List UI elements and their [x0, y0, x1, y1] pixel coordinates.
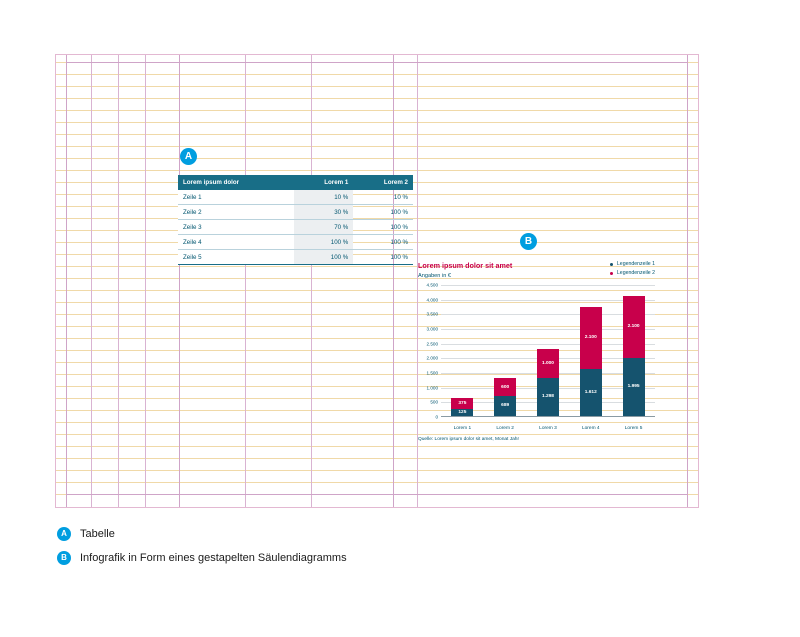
chart-source: Quelle: Lorem ipsum dolor sit amet, Monat Jahr	[418, 437, 520, 442]
table-cell-label: Zeile 4	[178, 235, 294, 250]
table-cell-value: 100 %	[353, 220, 413, 235]
bar-segment-top: 2.100	[623, 296, 645, 358]
caption-text-a: Tabelle	[80, 528, 115, 540]
table-cell-label: Zeile 1	[178, 190, 294, 205]
table-cell-value: 100 %	[294, 235, 354, 250]
y-axis	[418, 282, 440, 420]
x-tick-label: Lorem 4	[581, 426, 600, 431]
legend-item	[610, 270, 655, 276]
legend-dot-icon	[610, 272, 613, 275]
bar-segment-bottom: 1.995	[623, 358, 645, 417]
y-tick-label: 2.000	[426, 355, 438, 361]
y-tick-label: 4.500	[426, 282, 438, 288]
layout-page	[55, 54, 699, 508]
data-table	[178, 175, 413, 265]
x-tick-label: Lorem 2	[496, 426, 514, 431]
y-tick-label: 500	[430, 399, 438, 405]
table-cell-value: 100 %	[294, 250, 354, 265]
table-row	[178, 220, 413, 235]
bar-column	[580, 307, 602, 416]
y-tick-label: 1.500	[426, 370, 438, 376]
chart-legend	[610, 261, 655, 279]
table-cell-value: 70 %	[294, 220, 354, 235]
bar-segment-top: 2.100	[580, 307, 602, 369]
bar-segment-bottom: 125	[451, 409, 473, 417]
caption-badge-a: A	[57, 527, 71, 541]
y-tick-label: 1.000	[426, 385, 438, 391]
table-cell-label: Zeile 5	[178, 250, 294, 265]
table-header-cell-2: Lorem 2	[353, 175, 413, 190]
bar-segment-bottom: 689	[494, 396, 516, 416]
legend-label: Legendenzeile 1	[616, 261, 655, 267]
x-tick-label: Lorem 5	[624, 426, 643, 431]
table-cell-value: 100 %	[353, 250, 413, 265]
table-cell-value: 30 %	[294, 205, 354, 220]
chart-plot-area	[418, 282, 655, 433]
table-row	[178, 205, 413, 220]
chart-subtitle: Angaben in €	[418, 273, 451, 279]
bar-column	[494, 378, 516, 416]
chart-title: Lorem ipsum dolor sit amet	[418, 261, 513, 270]
bar-segment-top: 1.000	[537, 349, 559, 378]
bar-segment-top: 375	[451, 398, 473, 409]
table-row	[178, 250, 413, 265]
caption-badge-b: B	[57, 551, 71, 565]
caption-item-b	[57, 551, 657, 565]
bar-column	[623, 296, 645, 416]
legend-label: Legendenzeile 2	[616, 270, 655, 276]
y-tick-label: 0	[435, 414, 438, 420]
caption-item-a	[57, 527, 657, 541]
chart-block	[418, 261, 655, 442]
caption-list	[57, 527, 657, 575]
caption-text-b: Infografik in Form eines gestapelten Säulendiagramms	[80, 552, 347, 564]
bar-segment-bottom: 1.612	[580, 369, 602, 416]
x-tick-label: Lorem 1	[453, 426, 472, 431]
legend-dot-icon	[610, 263, 613, 266]
table-cell-value: 100 %	[353, 205, 413, 220]
y-tick-label: 3.500	[426, 311, 438, 317]
x-tick-label: Lorem 3	[539, 426, 557, 431]
bar-column	[451, 398, 473, 417]
table-header-row	[178, 175, 413, 190]
table-header-cell-1: Lorem 1	[294, 175, 354, 190]
y-tick-label: 3.000	[426, 326, 438, 332]
bar-group	[441, 284, 655, 416]
table-cell-value: 10 %	[353, 190, 413, 205]
table-header-cell-0: Lorem ipsum dolor	[178, 175, 294, 190]
table-cell-value: 10 %	[294, 190, 354, 205]
table-cell-value: 100 %	[353, 235, 413, 250]
table-row	[178, 190, 413, 205]
bar-segment-top: 600	[494, 378, 516, 396]
y-tick-label: 4.000	[426, 297, 438, 303]
y-tick-label: 2.500	[426, 341, 438, 347]
x-axis-line	[441, 416, 655, 417]
marker-b: B	[520, 233, 537, 250]
bar-segment-bottom: 1.298	[537, 378, 559, 416]
table-cell-label: Zeile 3	[178, 220, 294, 235]
x-axis-labels	[441, 426, 655, 431]
legend-item	[610, 261, 655, 267]
table-cell-label: Zeile 2	[178, 205, 294, 220]
bar-column	[537, 349, 559, 416]
table-row	[178, 235, 413, 250]
table-block	[178, 175, 413, 265]
marker-a: A	[180, 148, 197, 165]
